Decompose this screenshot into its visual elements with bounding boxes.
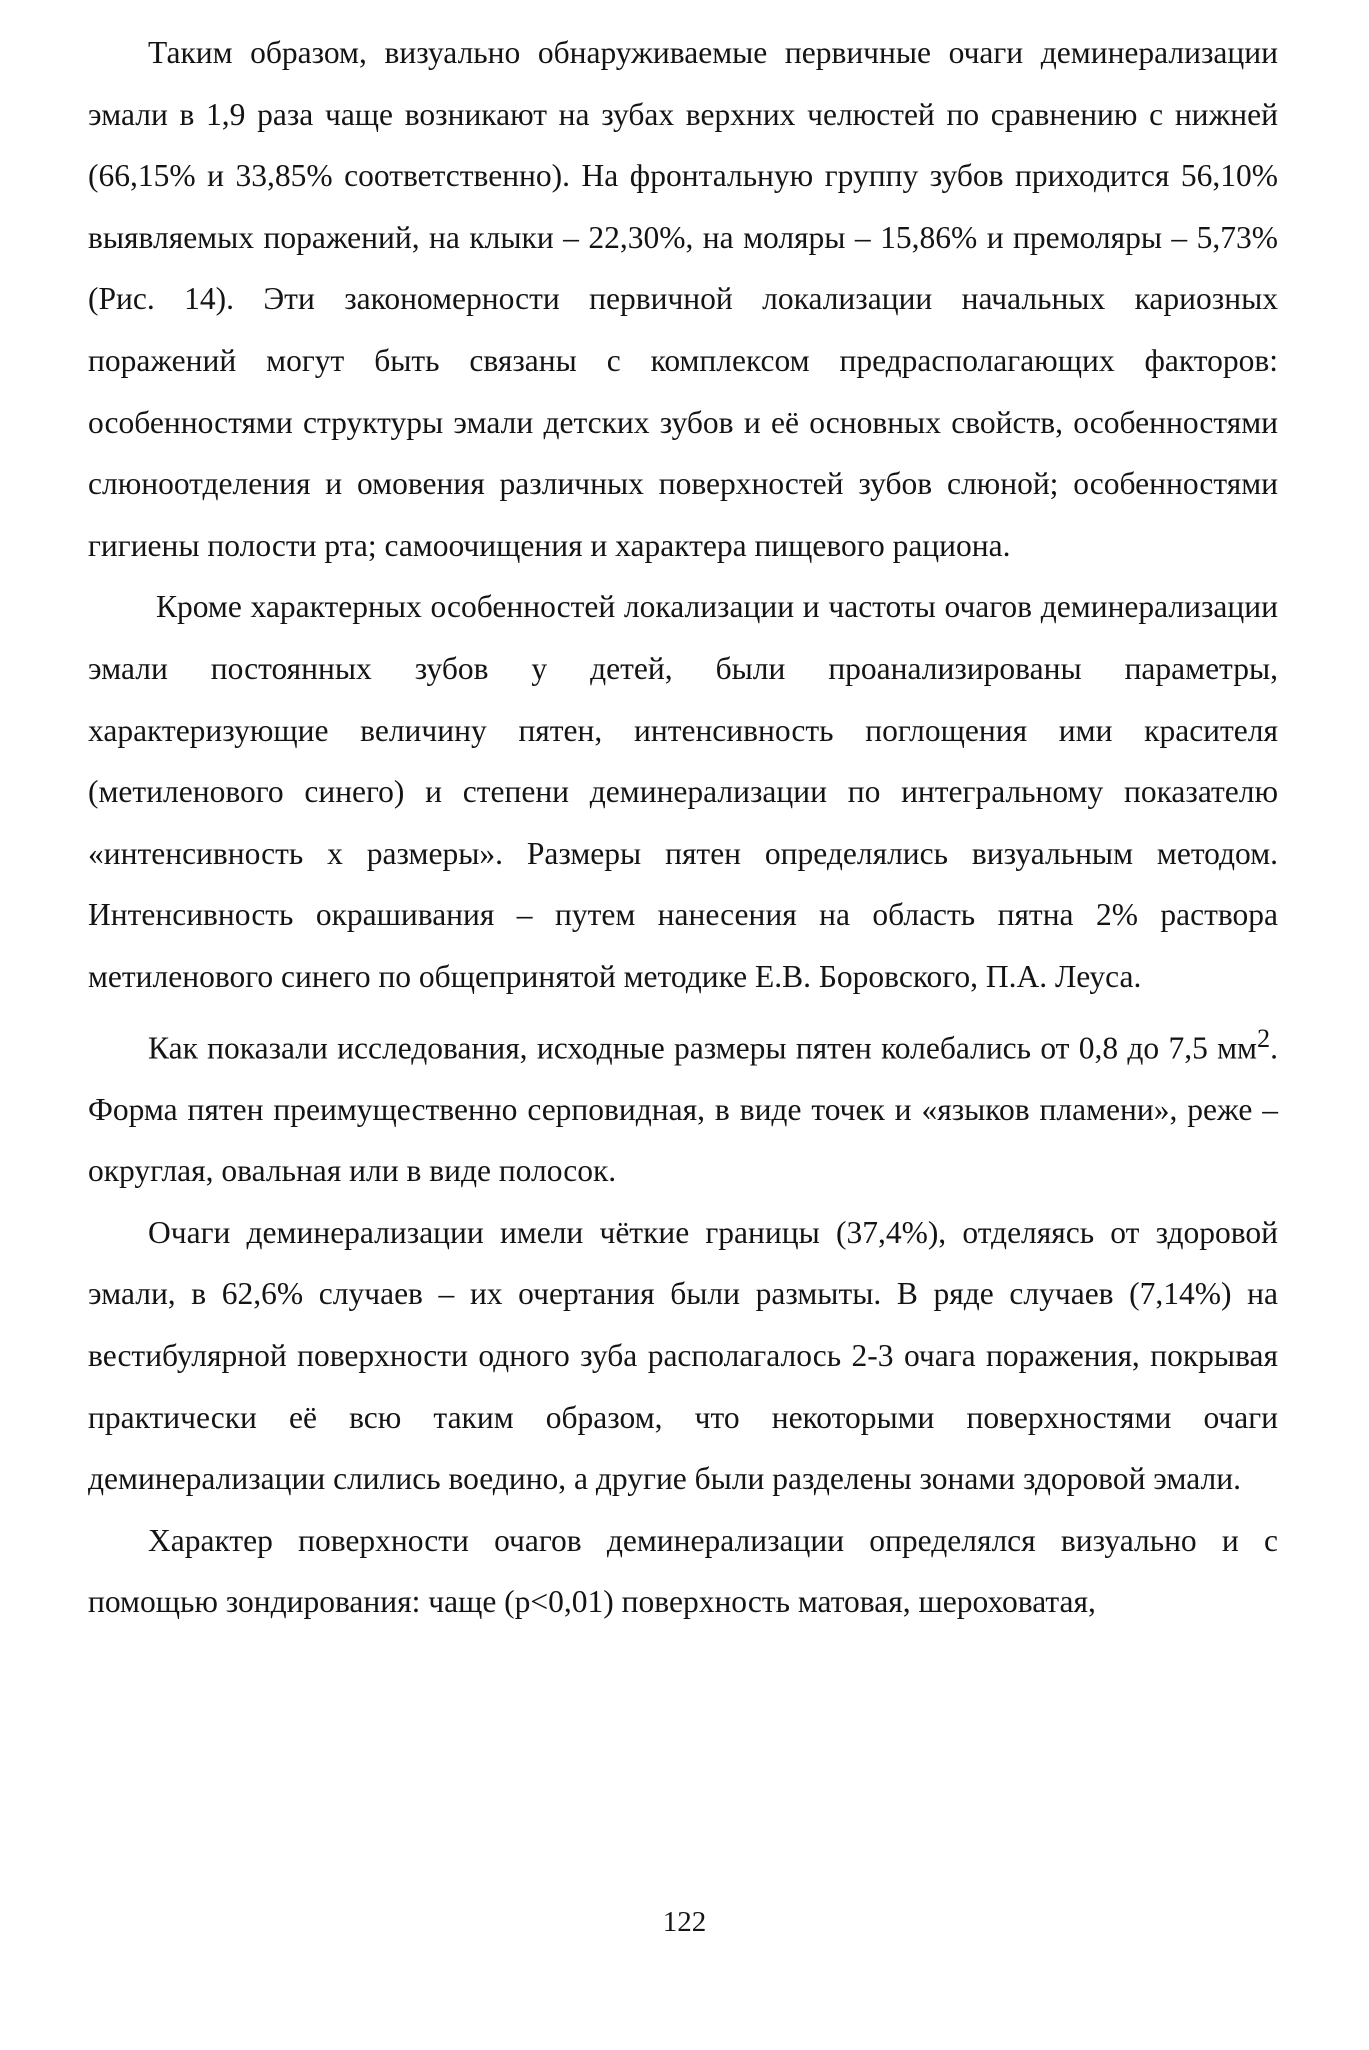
superscript-two: 2 xyxy=(1257,1023,1271,1053)
paragraph-1: Таким образом, визуально обнаруживаемые первичные очаги деминерализации эмали в 1,9 раза чаще возникают на зубах верхних челюстей по сравнению с нижней (66,15% и 33,85% соответственно). На фронтальную группу зубов приходится 56,10% выявляемых поражений, на клыки – 22,30%, на моляры – 15,86% и премоляры – 5,73% (Рис. 14). Эти закономерности первичной локализации начальных кариозных поражений могут быть связаны с комплексом предрасполагающих факторов: особенностями структуры эмали детских зубов и её основных свойств, особенностями слюноотделения и омовения различных поверхностей зубов слюной; особенностями гигиены полости рта; самоочищения и характера пищевого рациона. xyxy=(88,35,1278,563)
page-number: 122 xyxy=(662,1906,707,1938)
paragraph-5: Характер поверхности очагов деминерализации определялся визуально и с помощью зондирования: чаще (p<0,01) поверхность матовая, шероховатая, xyxy=(88,1522,1278,1620)
paragraph-3 xyxy=(88,1008,1278,1202)
paragraph-2: Кроме характерных особенностей локализации и частоты очагов деминерализации эмали постоянных зубов у детей, были проанализированы параметры, характеризующие величину пятен, интенсивность поглощения ими красителя (метиленового синего) и степени деминерализации по интегральному показателю «интенсивность х размеры». Размеры пятен определялись визуальным методом. Интенсивность окрашивания – путем нанесения на область пятна 2% раствора метиленового синего по общепринятой методике Е.В. Боровского, П.А. Леуса. xyxy=(88,589,1278,994)
page-body xyxy=(88,22,1278,1633)
paragraph-3-text-cont: . Форма пятен преимущественно серповидная, в виде точек и «языков пламени», реже – округлая, овальная или в виде полосок. xyxy=(88,1030,1278,1189)
paragraph-4: Очаги деминерализации имели чёткие границы (37,4%), отделяясь от здоровой эмали, в 62,6% случаев – их очертания были размыты. В ряде случаев (7,14%) на вестибулярной поверхности одного зуба располагалось 2-3 очага поражения, покрывая практически её всю таким образом, что некоторыми поверхностями очаги деминерализации слились воедино, а другие были разделены зонами здоровой эмали. xyxy=(88,1214,1278,1497)
paragraph-3-text: Как показали исследования, исходные размеры пятен колебались от 0,8 до 7,5 мм xyxy=(148,1030,1257,1065)
